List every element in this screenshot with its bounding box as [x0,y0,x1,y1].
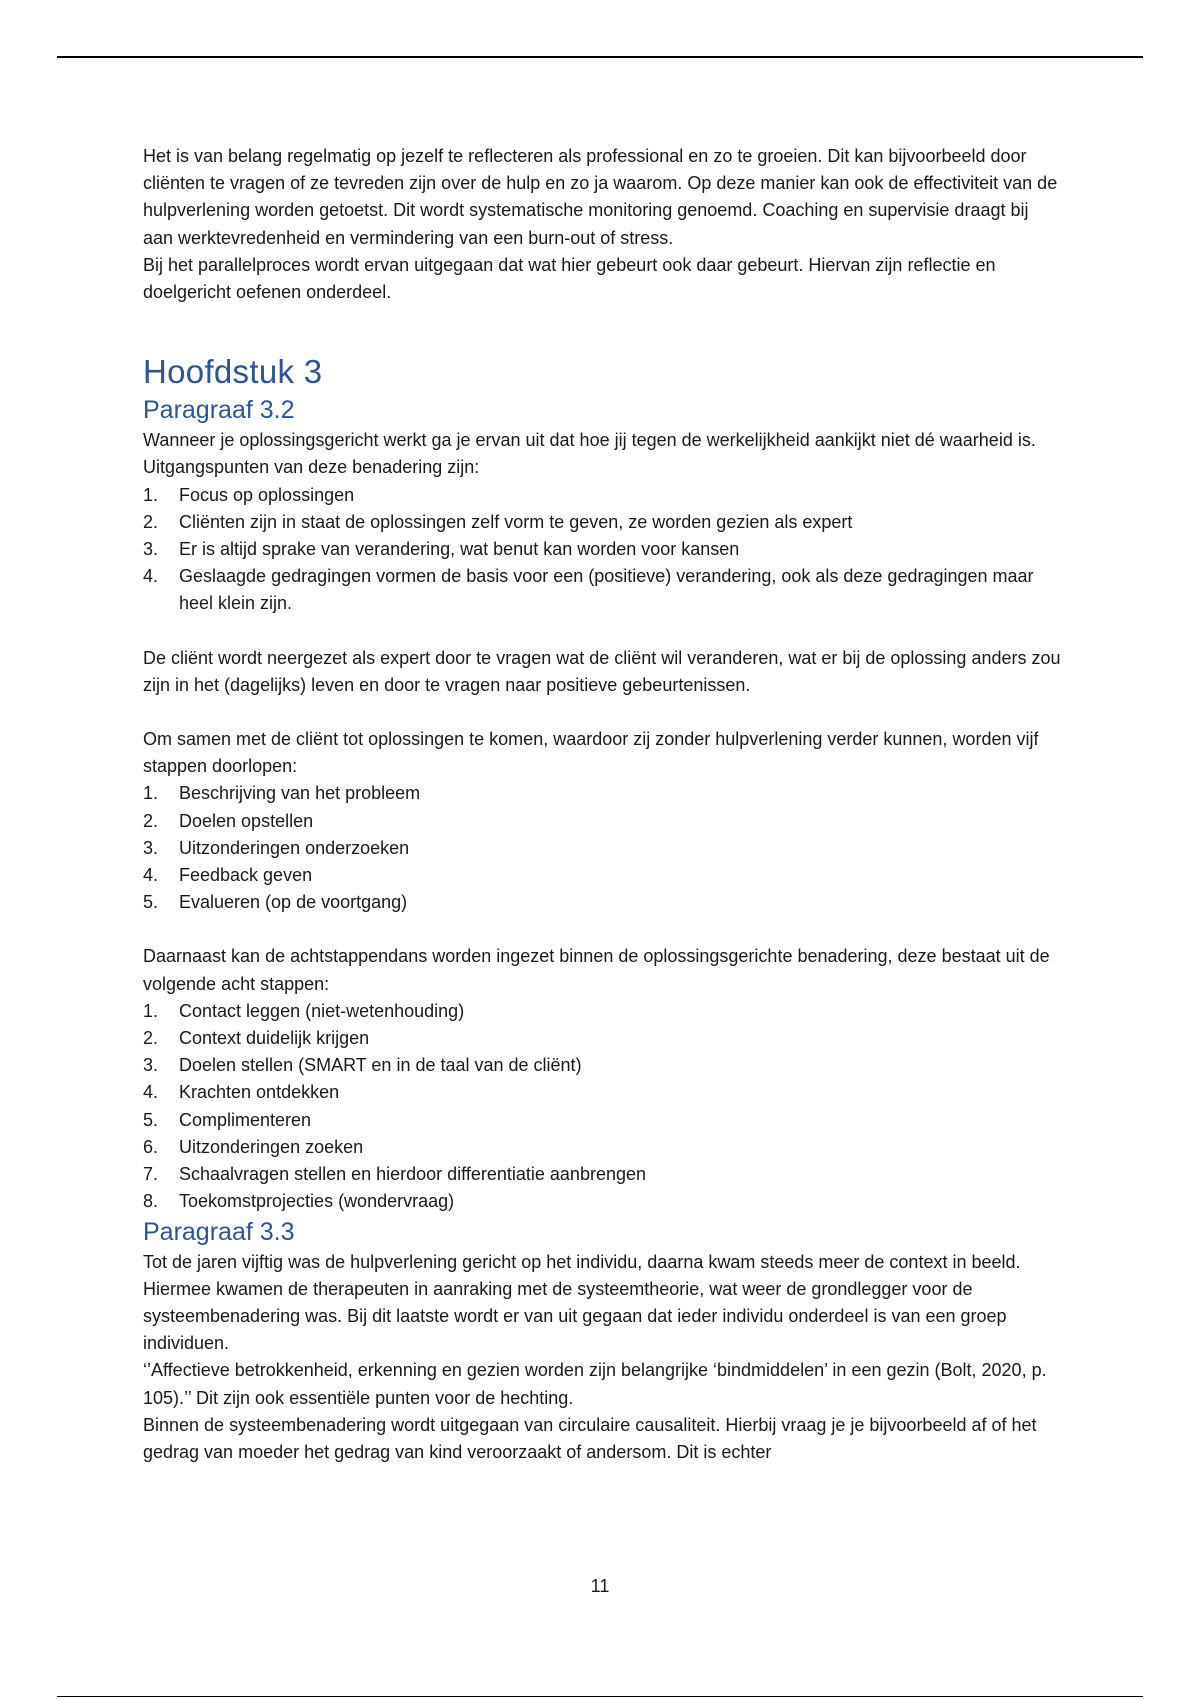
section-3-2-paragraph-3: De cliënt wordt neergezet als expert door te vragen wat de cliënt wil veranderen, wat er bij de oplossing anders zou zijn in het (dagelijks) leven en door te vragen naar positieve gebeurtenissen. [143,647,1061,695]
section-3-3-paragraph-3: Binnen de systeembenadering wordt uitgegaan van circulaire causaliteit. Hierbij vraag je je bijvoorbeeld af of het gedrag van moeder het gedrag van kind veroorzaakt of andersom. Dit is echter [143,1414,1037,1462]
section-3-2-paragraph-2: Uitgangspunten van deze benadering zijn: [143,457,480,478]
eight-steps-list [143,998,1063,1216]
section-3-3-paragraph-1: Tot de jaren vijftig was de hulpverlening gericht op het individu, daarna kwam steeds meer de context in beeld. Hiermee kwamen de therapeuten in aanraking met de systeemtheorie, wat weer de grondlegger voor de systeembenadering was. Bij dit laatste wordt er van uit gegaan dat ieder individu onderdeel is van een groep individuen. [143,1251,1021,1354]
intro-paragraph-2: Bij het parallelproces wordt ervan uitgegaan dat wat hier gebeurt ook daar gebeurt. Hiervan zijn reflectie en doelgericht oefenen onderdeel. [143,254,996,303]
list-item: 5. Evalueren (op de voortgang) [143,892,408,913]
list-item: 2. Doelen opstellen [143,810,314,831]
section-3-2-paragraph-4: Om samen met de cliënt tot oplossingen te komen, waardoor zij zonder hulpverlening verder kunnen, worden vijf stappen doorlopen: [143,729,1039,777]
list-item: 2. Context duidelijk krijgen [143,1028,370,1049]
five-steps-list [143,780,1063,916]
page-body [143,143,1063,1466]
intro-paragraph-1: Het is van belang regelmatig op jezelf te reflecteren als professional en zo te groeien. Dit kan bijvoorbeeld door cliënten te vragen of ze tevreden zijn over de hulp en zo ja waarom. Op deze manier kan ook de effectiviteit van de hulpverlening worden getoetst. Dit wordt systematische monitoring genoemd. Coaching en supervisie draagt bij aan werktevredenheid en vermindering van een burn-out of stress. [143,146,1058,248]
list-item: 3. Uitzonderingen onderzoeken [143,837,410,858]
list-item: 6. Uitzonderingen zoeken [143,1136,364,1157]
section-3-2-paragraph-5: Daarnaast kan de achtstappendans worden ingezet binnen de oplossingsgerichte benadering, deze bestaat uit de volgende acht stappen: [143,946,1050,994]
list-item: 4. Krachten ontdekken [143,1082,340,1103]
list-item: 8. Toekomstprojecties (wondervraag) [143,1191,455,1212]
list-item: 3. Er is altijd sprake van verandering, wat benut kan worden voor kansen [143,539,740,560]
list-item: 5. Complimenteren [143,1109,312,1130]
list-item: 1. Focus op oplossingen [143,484,355,505]
header-rule [57,56,1143,58]
section-3-3-paragraph-2: ‘’Affectieve betrokkenheid, erkenning en gezien worden zijn belangrijke ‘bindmiddelen’ in een gezin (Bolt, 2020, p. 105).’’ Dit zijn ook essentiële punten voor de hechting. [143,1360,1047,1408]
section-3-2-heading: Paragraaf 3.2 [143,396,295,425]
list-item: 4. Feedback geven [143,865,313,886]
list-item: 2. Cliënten zijn in staat de oplossingen zelf vorm te geven, ze worden gezien als expert [143,511,853,532]
list-item: 1. Contact leggen (niet-wetenhouding) [143,1000,465,1021]
principles-list [143,482,1063,618]
page-number: 11 [590,1576,610,1596]
section-3-2-paragraph-1: Wanneer je oplossingsgericht werkt ga je ervan uit dat hoe jij tegen de werkelijkheid aankijkt niet dé waarheid is. [143,430,1036,451]
footer-rule [57,1696,1143,1697]
chapter-title: Hoofdstuk 3 [143,353,323,391]
list-item: 1. Beschrijving van het probleem [143,783,421,804]
list-item: 3. Doelen stellen (SMART en in de taal van de cliënt) [143,1055,582,1076]
list-item: 7. Schaalvragen stellen en hierdoor differentiatie aanbrengen [143,1164,646,1185]
section-3-3-heading: Paragraaf 3.3 [143,1217,295,1246]
list-item: 4. Geslaagde gedragingen vormen de basis voor een (positieve) verandering, ook als deze gedragingen maar heel klein zijn. [143,566,1034,614]
